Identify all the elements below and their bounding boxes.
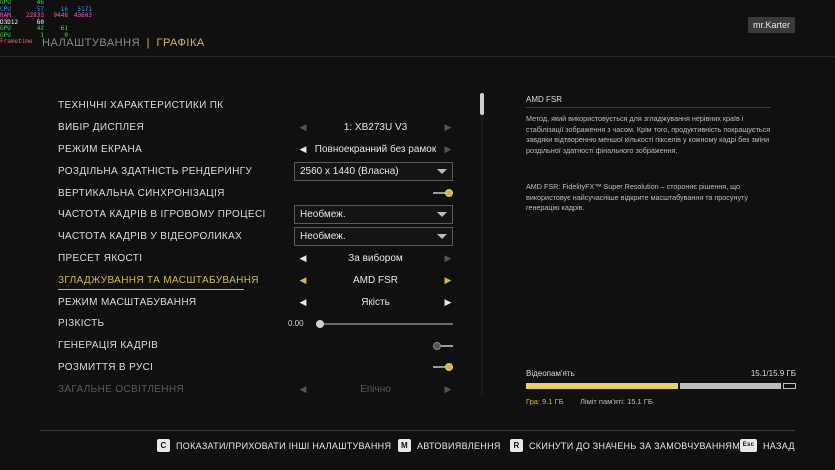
key-hint: M bbox=[398, 439, 411, 452]
description-paragraph: Метод, який використовується для згладжування нерівних країв і стабілізації зображення з часом. Крім того, продуктивність покращується завдяки відтворенню меншої кількості пікселів у кожному кадрі без зміни роздільної здатності фінального зображення. bbox=[526, 114, 771, 155]
setting-label: РОЗДІЛЬНА ЗДАТНІСТЬ РЕНДЕРИНГУ bbox=[58, 165, 253, 177]
scrollbar-track[interactable] bbox=[481, 95, 483, 395]
setting-label: ЗАГАЛЬНЕ ОСВІТЛЕННЯ bbox=[58, 383, 185, 395]
arrow-left-icon[interactable]: ◀ bbox=[299, 143, 307, 154]
option-selector[interactable] bbox=[298, 294, 453, 311]
overlay-value: 46 bbox=[36, 0, 44, 6]
settings-row[interactable] bbox=[58, 269, 456, 291]
option-selector[interactable] bbox=[298, 381, 453, 398]
settings-row[interactable] bbox=[58, 335, 456, 357]
setting-label: РОЗМИТТЯ В РУСІ bbox=[58, 361, 154, 373]
settings-row[interactable] bbox=[58, 291, 456, 313]
arrow-right-icon[interactable]: ▶ bbox=[444, 122, 452, 133]
settings-row[interactable] bbox=[58, 357, 456, 379]
selected-value: Епічно bbox=[360, 383, 391, 395]
user-name-badge: mr.Karter bbox=[748, 17, 795, 33]
arrow-right-icon[interactable]: ▶ bbox=[444, 383, 452, 394]
settings-row[interactable] bbox=[58, 204, 456, 226]
vram-usage-bar bbox=[526, 383, 796, 389]
arrow-left-icon[interactable]: ◀ bbox=[299, 122, 307, 133]
dropdown-value: Необмеж. bbox=[300, 209, 346, 221]
option-selector[interactable] bbox=[298, 272, 453, 289]
slider-value: 0.00 bbox=[288, 319, 304, 329]
dropdown-select[interactable] bbox=[294, 227, 453, 246]
overlay-key: RAM bbox=[0, 12, 11, 19]
setting-label: ВИБІР ДИСПЛЕЯ bbox=[58, 122, 145, 134]
option-selector[interactable] bbox=[298, 119, 453, 136]
breadcrumb-current: ГРАФІКА bbox=[156, 37, 205, 49]
overlay-value: 57 bbox=[36, 5, 44, 13]
chevron-down-icon bbox=[437, 234, 447, 239]
chevron-down-icon bbox=[437, 212, 447, 217]
settings-row[interactable] bbox=[58, 160, 456, 182]
toggle-switch[interactable] bbox=[433, 363, 453, 371]
overlay-key: CPU bbox=[0, 5, 11, 13]
setting-label: ГЕНЕРАЦІЯ КАДРІВ bbox=[58, 340, 159, 352]
key-hint: C bbox=[157, 439, 170, 452]
toggle-switch[interactable] bbox=[433, 189, 453, 197]
arrow-right-icon[interactable]: ▶ bbox=[444, 274, 452, 285]
overlay-key: Frametime bbox=[0, 38, 33, 45]
setting-label: РІЗКІСТЬ bbox=[58, 318, 105, 330]
settings-row[interactable] bbox=[58, 378, 456, 400]
overlay-value: 22833 bbox=[25, 12, 44, 19]
arrow-left-icon[interactable]: ◀ bbox=[299, 274, 307, 285]
overlay-value bbox=[20, 39, 44, 46]
reset-defaults-button[interactable] bbox=[510, 439, 740, 452]
settings-row[interactable] bbox=[58, 139, 456, 161]
settings-list bbox=[58, 95, 456, 400]
toggle-knob bbox=[445, 363, 453, 371]
overlay-value: 43603 bbox=[73, 12, 92, 19]
description-title: AMD FSR bbox=[526, 95, 562, 104]
arrow-left-icon[interactable]: ◀ bbox=[299, 252, 307, 263]
description-paragraph: AMD FSR: FidelityFX™ Super Resolution – стороннє рішення, що використовує найсучасніше відкрите масштабування та просунуту генерацію кадрів. bbox=[526, 182, 749, 212]
arrow-right-icon[interactable]: ▶ bbox=[444, 143, 452, 154]
back-button[interactable] bbox=[740, 439, 795, 452]
description-divider bbox=[526, 107, 771, 108]
key-hint: R bbox=[510, 439, 523, 452]
selected-value: AMD FSR bbox=[353, 274, 398, 286]
vram-other-segment bbox=[680, 383, 781, 389]
overlay-value: 0 bbox=[64, 31, 68, 39]
selected-value: За вибором bbox=[348, 252, 403, 264]
overlay-value: 1 bbox=[40, 31, 44, 39]
autodetect-button[interactable] bbox=[398, 439, 501, 452]
overlay-value: 5171 bbox=[77, 5, 92, 13]
vram-limit: Ліміт пам'яті: 15.1 ГБ bbox=[580, 397, 653, 406]
slider-handle[interactable] bbox=[316, 320, 324, 328]
sharpness-slider[interactable] bbox=[316, 320, 453, 328]
breadcrumb-parent[interactable]: НАЛАШТУВАННЯ bbox=[42, 37, 141, 49]
arrow-left-icon[interactable]: ◀ bbox=[299, 383, 307, 394]
overlay-key: GPU bbox=[0, 0, 11, 6]
vram-label: Відеопам'ять bbox=[526, 369, 575, 378]
overlay-value: 42 bbox=[36, 25, 44, 32]
dropdown-value: 2560 x 1440 (Власна) bbox=[300, 165, 399, 177]
option-selector[interactable] bbox=[298, 250, 453, 267]
setting-label: ПРЕСЕТ ЯКОСТІ bbox=[58, 252, 143, 264]
dropdown-select[interactable] bbox=[294, 162, 453, 181]
settings-row[interactable] bbox=[58, 95, 456, 117]
overlay-key: D3D12 bbox=[0, 18, 19, 26]
breadcrumb-separator: | bbox=[146, 37, 150, 49]
setting-label: ЧАСТОТА КАДРІВ В ІГРОВОМУ ПРОЦЕСІ bbox=[58, 209, 266, 221]
vram-total: 15.1/15.9 ГБ bbox=[750, 369, 796, 378]
arrow-left-icon[interactable]: ◀ bbox=[299, 296, 307, 307]
toggle-other-settings-button[interactable] bbox=[157, 439, 391, 452]
scrollbar-thumb[interactable] bbox=[480, 93, 484, 115]
overlay-value: 60 bbox=[36, 18, 44, 26]
setting-label: ВЕРТИКАЛЬНА СИНХРОНІЗАЦІЯ bbox=[58, 187, 225, 199]
footer-button-label: ПОКАЗАТИ/ПРИХОВАТИ ІНШІ НАЛАШТУВАННЯ bbox=[176, 440, 392, 451]
footer-button-label: СКИНУТИ ДО ЗНАЧЕНЬ ЗА ЗАМОВЧУВАННЯМ bbox=[529, 440, 741, 451]
settings-row[interactable] bbox=[58, 313, 456, 335]
slider-track bbox=[316, 323, 453, 325]
vram-game-usage: Гра: 9.1 ГБ bbox=[526, 397, 564, 406]
footer-button-label: НАЗАД bbox=[763, 440, 795, 451]
breadcrumb bbox=[42, 37, 205, 49]
settings-row[interactable] bbox=[58, 248, 456, 270]
setting-label: ЧАСТОТА КАДРІВ У ВІДЕОРОЛИКАХ bbox=[58, 231, 243, 243]
key-hint: Esc bbox=[740, 439, 757, 452]
selected-value: Якість bbox=[361, 296, 390, 308]
setting-label: ТЕХНІЧНІ ХАРАКТЕРИСТИКИ ПК bbox=[58, 100, 224, 112]
overlay-key: GPU bbox=[0, 31, 11, 39]
setting-label: ЗГЛАДЖУВАННЯ ТА МАСШТАБУВАННЯ bbox=[58, 274, 259, 286]
vram-game-segment bbox=[526, 383, 678, 389]
overlay-value: 61 bbox=[60, 25, 68, 32]
settings-row[interactable] bbox=[58, 182, 456, 204]
toggle-switch[interactable] bbox=[433, 342, 453, 350]
footer-button-label: АВТОВИЯВЛЕННЯ bbox=[417, 440, 501, 451]
setting-label: РЕЖИМ ЕКРАНА bbox=[58, 143, 143, 155]
header-divider bbox=[0, 56, 835, 57]
arrow-right-icon[interactable]: ▶ bbox=[444, 252, 452, 263]
settings-row[interactable] bbox=[58, 117, 456, 139]
chevron-down-icon bbox=[437, 169, 447, 174]
vram-free-segment bbox=[783, 383, 796, 389]
overlay-key: GPU bbox=[0, 25, 11, 32]
selected-value: 1: XB273U V3 bbox=[343, 122, 408, 134]
settings-row[interactable] bbox=[58, 226, 456, 248]
arrow-right-icon[interactable]: ▶ bbox=[444, 296, 452, 307]
selected-value: Повноекранний без рамок bbox=[314, 143, 437, 155]
option-selector[interactable] bbox=[298, 141, 453, 158]
dropdown-value: Необмеж. bbox=[300, 231, 346, 243]
toggle-knob bbox=[433, 342, 441, 350]
dropdown-select[interactable] bbox=[294, 205, 453, 224]
overlay-value: 16 bbox=[60, 5, 68, 13]
toggle-knob bbox=[445, 189, 453, 197]
footer-divider bbox=[40, 430, 795, 431]
setting-label: РЕЖИМ МАСШТАБУВАННЯ bbox=[58, 296, 197, 308]
overlay-value: 9448 bbox=[53, 12, 68, 19]
